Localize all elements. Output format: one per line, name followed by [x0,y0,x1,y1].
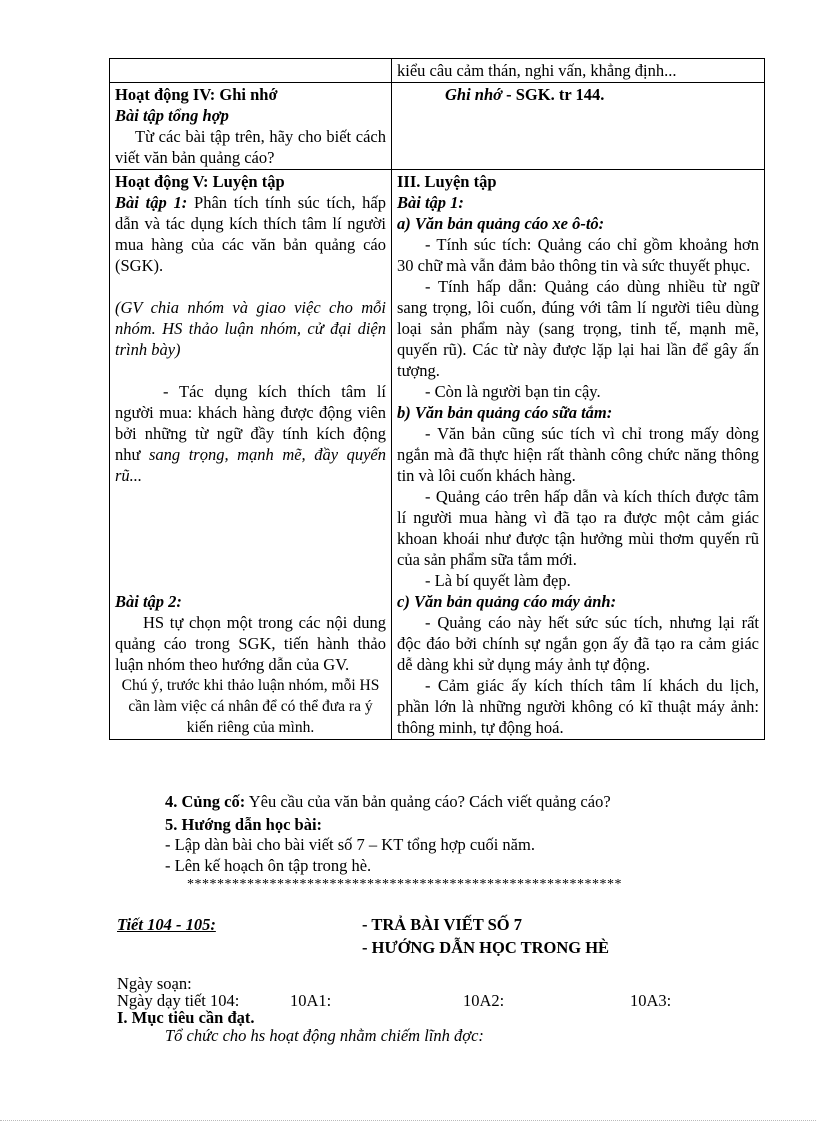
ad-camera-point-2: - Cảm giác ấy kích thích tâm lí khách du lịch, phần lớn là những người không có kĩ thuật máy ảnh: thông minh, tự động hoá. [397,676,759,737]
class-label: 10A1: [290,991,332,1010]
table-row [110,59,765,83]
lesson-period: Tiết 104 - 105: [117,915,216,934]
homework-heading: 5. Hướng dẫn học bài: [165,815,323,834]
homework-item: - Lên kế hoạch ôn tập trong hè. [165,856,372,875]
class-label: 10A3: [630,991,672,1010]
memo-reference: - SGK. tr 144. [502,85,605,104]
exercise-2-task: HS tự chọn một trong các nội dung quảng cáo trong SGK, tiến hành thảo luận nhóm theo hướng dẫn của GV. [115,613,386,674]
consolidation-text: Yêu cầu của văn bản quảng cáo? Cách viết quảng cáo? [245,792,611,811]
cell-memo [392,83,765,170]
prep-date-label: Ngày soạn: [117,974,192,993]
ad-car-point-1: - Tính súc tích: Quảng cáo chỉ gồm khoảng hơn 30 chữ mà vẫn đảm bảo thông tin và sức thuyết phục. [397,235,759,275]
activity-5-heading: Hoạt động V: Luyện tập [115,172,285,191]
class-label: 10A2: [463,991,505,1010]
ad-car-point-3: - Còn là người bạn tin cậy. [425,382,601,401]
effect-text: - Tác dụng kích thích tâm lí người mua: khách hàng được động viên bởi những từ ngữ đầy tính kích động như [115,382,386,464]
ad-shower-point-3: - Là bí quyết làm đẹp. [425,571,571,590]
effect-examples: sang trọng, mạnh mẽ, đầy quyến rũ... [115,445,386,485]
table-row [110,170,765,740]
lesson-title-2: - HƯỚNG DẪN HỌC TRONG HÈ [362,938,610,957]
page-bottom-divider [0,1120,816,1121]
ad-shower-point-2: - Quảng cáo trên hấp dẫn và kích thích được tâm lí người mua hàng vì đã tạo ra được một cảm giác khoan khoái như được tận hưởng mùi thơm quyến rũ của sản phẩm sữa tắm mới. [397,487,759,569]
ad-car-title: a) Văn bản quảng cáo xe ô-tô: [397,214,605,233]
ad-camera-title: c) Văn bản quảng cáo máy ảnh: [397,592,617,611]
consolidation-label: 4. Củng cố: [165,792,246,811]
lesson-table [109,58,765,740]
separator-stars: ********************************************************** [187,877,622,892]
cell-practice [392,170,765,740]
exercise-2-label: Bài tập 2: [115,592,182,611]
exercise-1-task: Phân tích tính súc tích, hấp dẫn và tác dụng kích thích tâm lí người mua hàng của các văn bản quảng cáo (SGK). [115,193,386,275]
consolidation-line [165,792,611,812]
cell-activity-4 [110,83,392,170]
cell-continuation [392,59,765,83]
table-row [110,83,765,170]
practice-exercise-1-label: Bài tập 1: [397,193,464,212]
ad-shower-title: b) Văn bản quảng cáo sữa tắm: [397,403,613,422]
ad-camera-point-1: - Quảng cáo này hết sức súc tích, nhưng lại rất độc đáo bởi chính sự ngắn gọn ấy đã tạo ra cảm giác dễ dàng khi sử dụng máy ảnh tự động. [397,613,759,674]
ad-shower-point-1: - Văn bản cũng súc tích vì chỉ trong mấy dòng ngắn mà đã thực hiện rất thành công chức năng thông tin và lôi cuốn khách hàng. [397,424,759,485]
continuation-text: kiểu câu cảm thán, nghi vấn, khẳng định... [397,61,677,80]
homework-item: - Lập dàn bài cho bài viết số 7 – KT tổng hợp cuối năm. [165,835,535,854]
activity-4-question: Từ các bài tập trên, hãy cho biết cách viết văn bản quảng cáo? [115,127,386,167]
objectives-heading: I. Mục tiêu cần đạt. [117,1008,255,1027]
objectives-intro: Tổ chức cho hs hoạt động nhằm chiếm lĩnh đợc: [165,1026,484,1045]
teach-date-label: Ngày dạy tiết 104: [117,991,240,1010]
exercise-summary-title: Bài tập tổng hợp [115,106,229,125]
practice-heading: III. Luyện tập [397,172,497,191]
ad-car-point-2: - Tính hấp dẫn: Quảng cáo dùng nhiều từ ngữ sang trọng, lôi cuốn, đúng với tâm lí người tiêu dùng loại sản phẩm này (sang trọng, tinh tế, mạnh mẽ, quyến rũ). Các từ này được lặp lại hai lần để gây ấn tượng. [397,277,759,380]
note-text: Chú ý, trước khi thảo luận nhóm, mỗi HS cần làm việc cá nhân để có thể đưa ra ý kiến riêng của mình. [121,677,380,736]
cell-empty [110,59,392,83]
activity-4-heading: Hoạt động IV: Ghi nhớ [115,85,278,104]
exercise-1-label: Bài tập 1: [115,193,188,212]
memo-label: Ghi nhớ [445,85,503,104]
teacher-note: (GV chia nhóm và giao việc cho mỗi nhóm. HS thảo luận nhóm, cử đại diện trình bày) [115,298,386,359]
cell-activity-5 [110,170,392,740]
lesson-title-1: - TRẢ BÀI VIẾT SỐ 7 [362,915,523,934]
